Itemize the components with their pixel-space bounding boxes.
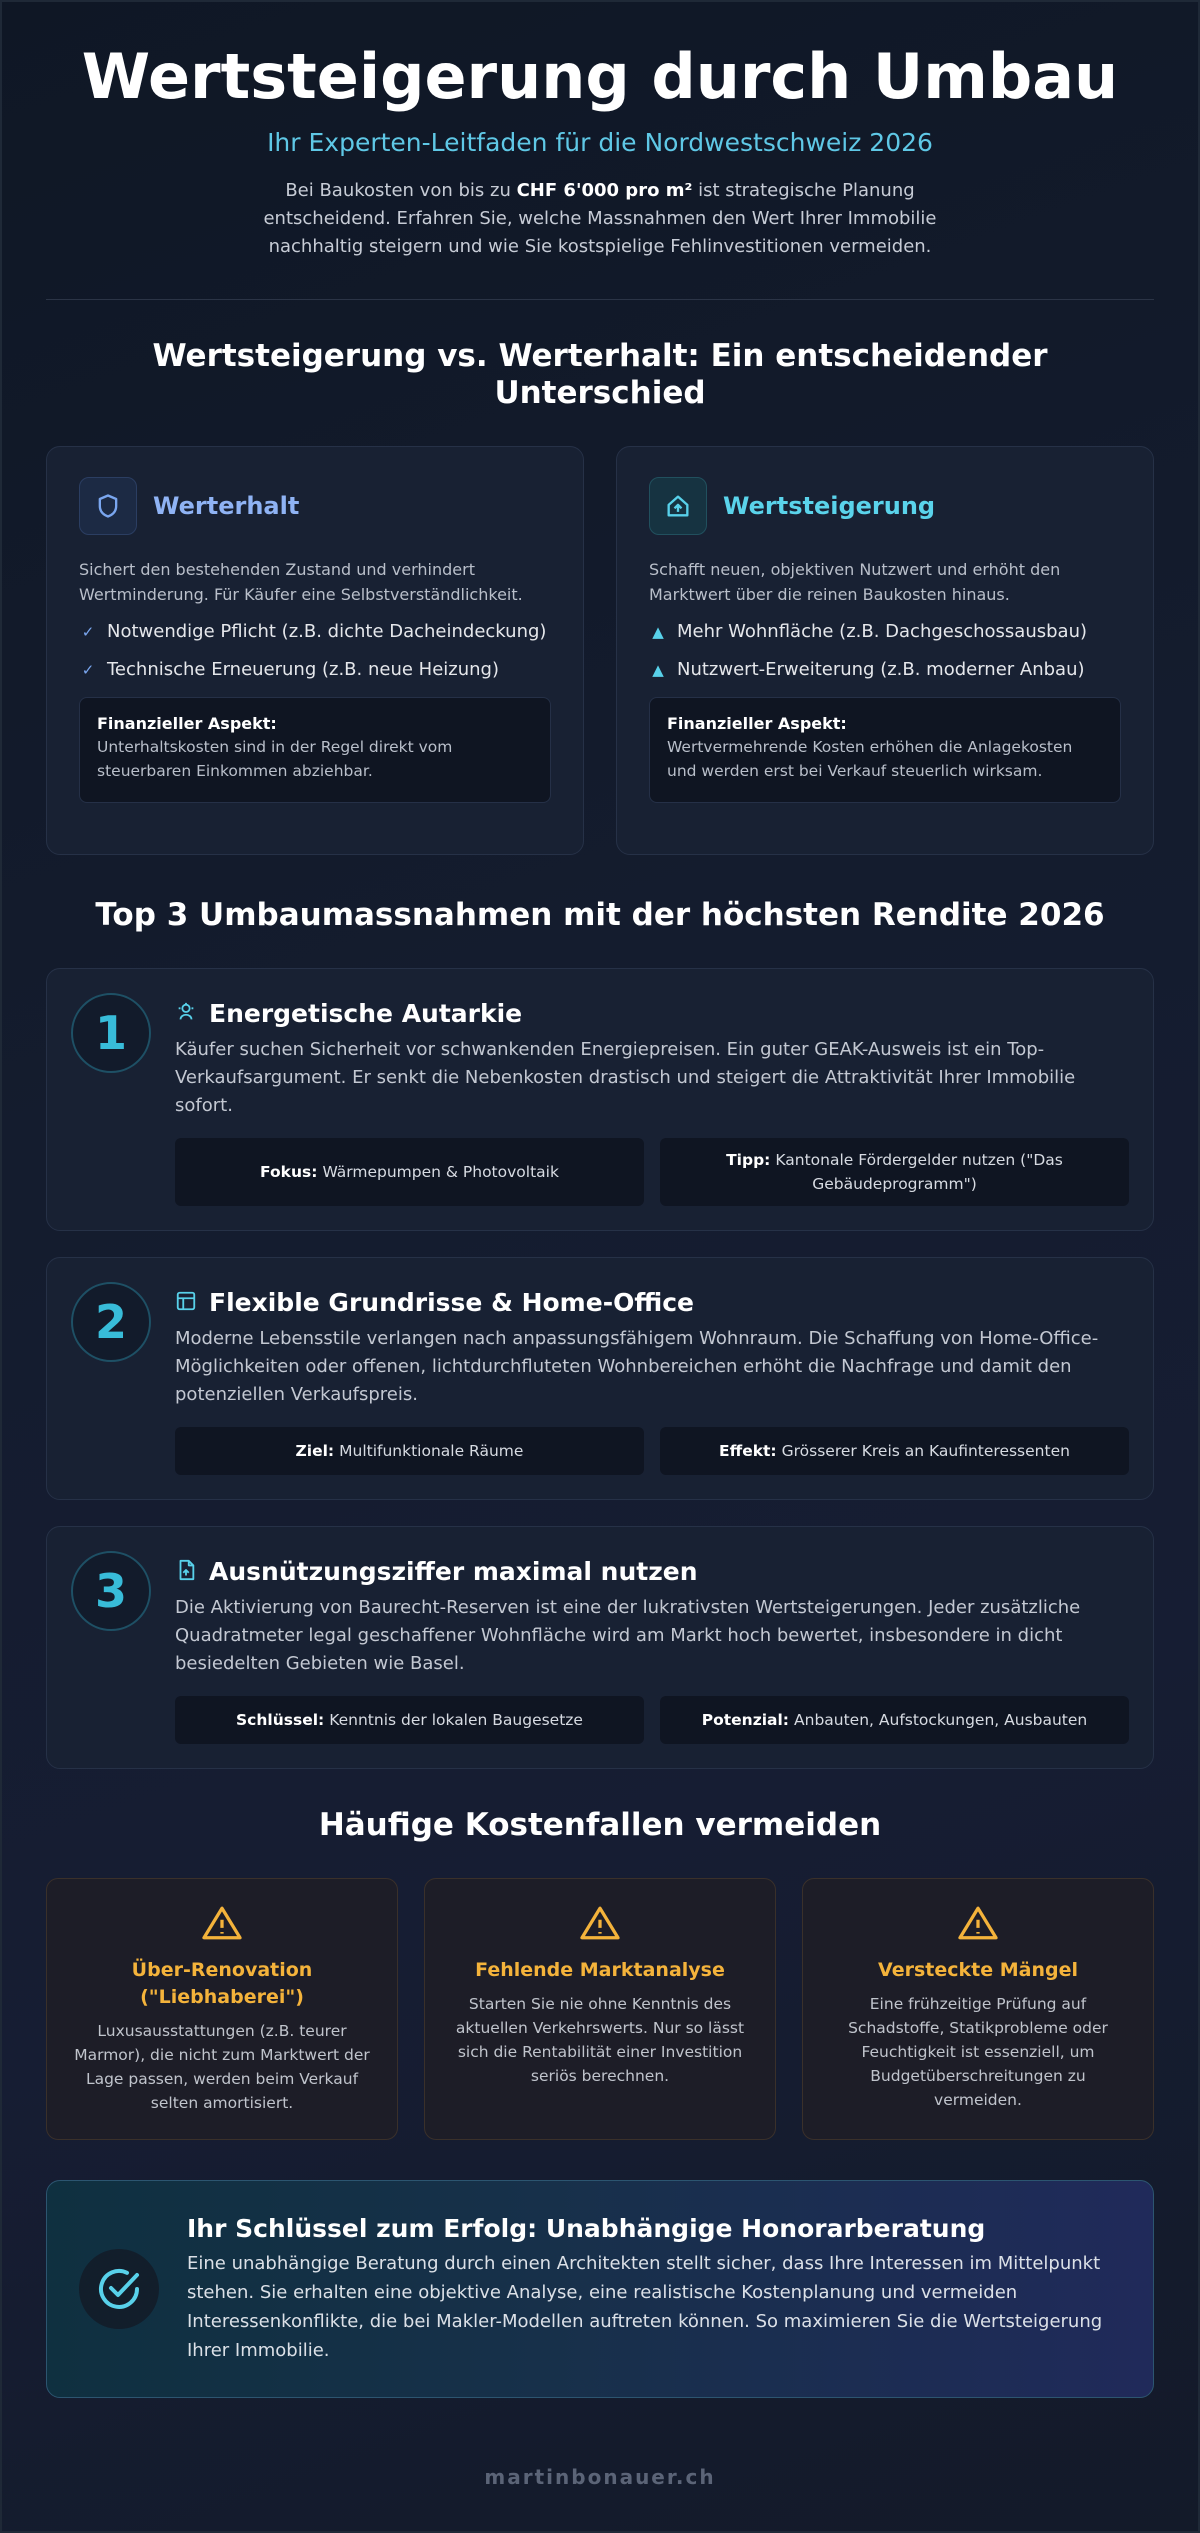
file-upload-icon <box>175 1559 197 1585</box>
pitfall-description: Eine frühzeitige Prüfung auf Schadstoffe, Statikprobleme oder Feuchtigkeit ist essenziell, um Budgetüberschreitungen zu vermeiden. <box>848 1995 1108 2110</box>
list-item: ✓ Notwendige Pflicht (z.B. dichte Dacheindeckung) <box>79 621 551 642</box>
measure-tag: Fokus: Wärmepumpen & Photovoltaik <box>175 1138 644 1206</box>
triangle-up-icon: ▲ <box>652 622 664 641</box>
pitfall-description: Starten Sie nie ohne Kenntnis des aktuellen Verkehrswerts. Nur so lässt sich die Rentabilität einer Investition seriös berechnen. <box>455 1995 745 2086</box>
measure-card-3 <box>46 1526 1154 1769</box>
check-icon: ✓ <box>81 660 95 679</box>
warning-icon <box>580 1926 620 1945</box>
measure-number: 2 <box>71 1282 151 1362</box>
comparison-heading: Wertsteigerung vs. Werterhalt: Ein entscheidender Unterschied <box>152 338 1048 412</box>
measure-tag: Potenzial: Anbauten, Aufstockungen, Ausbauten <box>660 1696 1129 1744</box>
measure-tag: Effekt: Grösserer Kreis an Kaufinteressenten <box>660 1427 1129 1475</box>
pitfall-card <box>802 1878 1154 2140</box>
measure-tag: Ziel: Multifunktionale Räume <box>175 1427 644 1475</box>
measure-title: Flexible Grundrisse & Home-Office <box>209 1288 694 1318</box>
comparison-section <box>46 446 1154 855</box>
finance-box: Finanzieller Aspekt: Unterhaltskosten sind in der Regel direkt vom steuerbaren Einkommen abziehbar. <box>79 697 551 803</box>
measure-description: Die Aktivierung von Baurecht-Reserven ist eine der lukrativsten Wertsteigerungen. Jeder zusätzliche Quadratmeter legal geschaffener Wohnfläche wird am Markt hoch bewertet, insbesondere in dicht besiedelten Gebieten wie Basel. <box>175 1597 1081 1675</box>
measure-number: 3 <box>71 1551 151 1631</box>
page-title: Wertsteigerung durch Umbau <box>81 40 1119 113</box>
intro-highlight: CHF 6'000 pro m² <box>516 180 693 202</box>
cta-box <box>46 2180 1154 2398</box>
energy-icon <box>175 1001 197 1027</box>
measure-title: Ausnützungsziffer maximal nutzen <box>209 1557 698 1587</box>
card-description: Sichert den bestehenden Zustand und verhindert Wertminderung. Für Käufer eine Selbstverständlichkeit. <box>79 560 523 605</box>
footer-link[interactable]: martinbonauer.ch <box>484 2465 716 2489</box>
list-item: ▲ Nutzwert-Erweiterung (z.B. moderner Anbau) <box>649 659 1121 680</box>
measure-title: Energetische Autarkie <box>209 999 523 1029</box>
list-item: ✓ Technische Erneuerung (z.B. neue Heizung) <box>79 659 551 680</box>
triangle-up-icon: ▲ <box>652 660 664 679</box>
list-item: ▲ Mehr Wohnfläche (z.B. Dachgeschossausbau) <box>649 621 1121 642</box>
card-title: Werterhalt <box>153 492 300 521</box>
card-description: Schafft neuen, objektiven Nutzwert und erhöht den Marktwert über die reinen Baukosten hinaus. <box>649 560 1061 605</box>
pitfall-description: Luxusausstattungen (z.B. teurer Marmor), die nicht zum Marktwert der Lage passen, werden beim Verkauf selten amortisiert. <box>74 2022 370 2113</box>
check-circle-icon <box>79 2249 159 2329</box>
warning-icon <box>958 1926 998 1945</box>
house-icon <box>649 477 707 535</box>
measure-number: 1 <box>71 993 151 1073</box>
pitfall-title: Versteckte Mängel <box>878 1959 1078 1982</box>
pitfalls-heading: Häufige Kostenfallen vermeiden <box>318 1807 882 1844</box>
shield-icon <box>79 477 137 535</box>
measure-description: Käufer suchen Sicherheit vor schwankenden Energiepreisen. Ein guter GEAK-Ausweis ist ein Top-Verkaufsargument. Er senkt die Nebenkosten drastisch und steigert die Attraktivität Ihrer Immobilie sofort. <box>175 1039 1076 1117</box>
divider <box>46 299 1154 300</box>
pitfalls-section <box>46 1878 1154 2140</box>
check-icon: ✓ <box>81 622 95 641</box>
measure-description: Moderne Lebensstile verlangen nach anpassungsfähigem Wohnraum. Die Schaffung von Home-Office-Möglichkeiten oder offenen, lichtdurchfluteten Wohnbereichen erhöht die Nachfrage und damit den potenziellen Verkaufspreis. <box>175 1328 1099 1406</box>
finance-box: Finanzieller Aspekt: Wertvermehrende Kosten erhöhen die Anlagekosten und werden erst bei Verkauf steuerlich wirksam. <box>649 697 1121 803</box>
page-subtitle: Ihr Experten-Leitfaden für die Nordwestschweiz 2026 <box>267 128 933 158</box>
measure-tag: Tipp: Kantonale Fördergelder nutzen ("Das Gebäudeprogramm") <box>660 1138 1129 1206</box>
card-title: Wertsteigerung <box>723 492 936 521</box>
layout-icon <box>175 1290 197 1316</box>
pitfall-title: Fehlende Marktanalyse <box>475 1959 725 1982</box>
measure-card-1 <box>46 968 1154 1231</box>
measure-card-2 <box>46 1257 1154 1500</box>
pitfall-card <box>46 1878 398 2140</box>
measures-heading: Top 3 Umbaumassnahmen mit der höchsten Rendite 2026 <box>95 897 1105 934</box>
pitfall-title: Über-Renovation ("Liebhaberei") <box>131 1959 313 2009</box>
cta-title: Ihr Schlüssel zum Erfolg: Unabhängige Honorarberatung <box>187 2213 986 2243</box>
intro-text: Bei Baukosten von bis zu CHF 6'000 pro m² ist strategische Planung entscheidend. Erfahren Sie, welche Massnahmen den Wert Ihrer Immobilie nachhaltig steigern und wie Sie kostspielige Fehlinvestitionen vermeiden. <box>263 180 937 258</box>
pitfall-card <box>424 1878 776 2140</box>
warning-icon <box>202 1926 242 1945</box>
measure-tag: Schlüssel: Kenntnis der lokalen Baugesetze <box>175 1696 644 1744</box>
card-werterhalt <box>46 446 584 855</box>
card-wertsteigerung <box>616 446 1154 855</box>
cta-description: Eine unabhängige Beratung durch einen Architekten stellt sicher, dass Ihre Interessen im Mittelpunkt stehen. Sie erhalten eine objektive Analyse, eine realistische Kostenplanung und vermeiden Interessenkonflikte, die bei Makler-Modellen auftreten können. So maximieren Sie die Wertsteigerung Ihrer Immobilie. <box>187 2252 1103 2361</box>
